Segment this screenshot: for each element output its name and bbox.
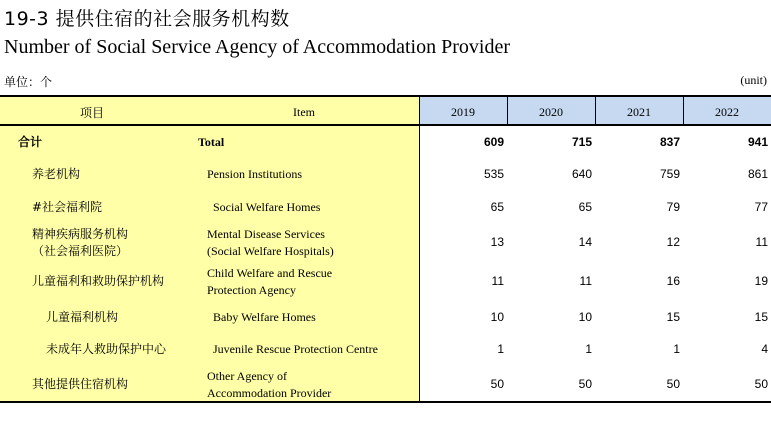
row-label-cn: 儿童福利和救助保护机构 <box>32 274 165 288</box>
cell-value: 1 <box>673 342 680 356</box>
cell-value: 65 <box>578 200 592 214</box>
cell-value: 11 <box>579 274 592 288</box>
cell-value: 79 <box>666 200 680 214</box>
cell-value: 837 <box>659 135 680 149</box>
unit-label-en: (unit) <box>740 73 767 87</box>
row-label-en: Child Welfare and Rescue <box>207 266 333 280</box>
cell-value: 535 <box>483 167 504 181</box>
row-label-cn: （社会福利医院） <box>32 244 129 258</box>
header-item-en: Item <box>293 105 315 119</box>
page-title-cn: 19-3 提供住宿的社会服务机构数 <box>4 8 290 30</box>
unit-label-cn: 单位：个 <box>4 75 53 89</box>
cell-value: 11 <box>755 235 768 249</box>
row-label-cn: 儿童福利机构 <box>46 310 119 324</box>
header-year: 2022 <box>715 105 739 119</box>
row-label-en: Pension Institutions <box>207 167 303 181</box>
cell-value: 19 <box>754 274 768 288</box>
row-label-en: Social Welfare Homes <box>213 200 321 214</box>
column-divider <box>419 126 420 401</box>
row-label-cn: 合计 <box>18 135 43 149</box>
row-label-en: Protection Agency <box>207 283 296 297</box>
row-label-en: Other Agency of <box>207 369 287 383</box>
header-item-cn: 项目 <box>80 106 105 120</box>
header-year: 2020 <box>539 105 563 119</box>
row-label-cn: #社会福利院 <box>32 200 103 214</box>
header-divider <box>595 97 596 126</box>
cell-value: 65 <box>490 200 504 214</box>
row-label-en: (Social Welfare Hospitals) <box>207 244 334 258</box>
row-label-en: Juvenile Rescue Protection Centre <box>213 342 378 356</box>
cell-value: 1 <box>497 342 504 356</box>
cell-value: 50 <box>666 377 680 391</box>
cell-value: 14 <box>578 235 592 249</box>
cell-value: 15 <box>754 310 768 324</box>
header-divider <box>507 97 508 126</box>
row-label-en: Baby Welfare Homes <box>213 310 316 324</box>
cell-value: 12 <box>666 235 680 249</box>
header-divider <box>419 97 420 126</box>
cell-value: 4 <box>761 342 768 356</box>
cell-value: 609 <box>483 135 504 149</box>
cell-value: 11 <box>491 274 504 288</box>
cell-value: 941 <box>747 135 768 149</box>
header-divider <box>683 97 684 126</box>
row-label-en: Accommodation Provider <box>207 386 332 400</box>
row-label-cn: 其他提供住宿机构 <box>32 377 129 391</box>
cell-value: 16 <box>666 274 680 288</box>
cell-value: 715 <box>571 135 592 149</box>
cell-value: 759 <box>659 167 680 181</box>
cell-value: 13 <box>490 235 504 249</box>
cell-value: 1 <box>585 342 592 356</box>
page-title-en: Number of Social Service Agency of Accommodation Provider <box>4 36 510 58</box>
header-year: 2021 <box>627 105 651 119</box>
table-header <box>0 95 771 126</box>
row-label-en: Total <box>198 135 225 149</box>
row-label-cn: 精神疾病服务机构 <box>32 227 129 241</box>
cell-value: 861 <box>747 167 768 181</box>
cell-value: 15 <box>666 310 680 324</box>
row-label-en: Mental Disease Services <box>207 227 325 241</box>
table-bottom-rule <box>0 401 771 403</box>
cell-value: 50 <box>490 377 504 391</box>
cell-value: 10 <box>490 310 504 324</box>
cell-value: 640 <box>571 167 592 181</box>
cell-value: 77 <box>754 200 768 214</box>
cell-value: 10 <box>578 310 592 324</box>
header-year: 2019 <box>451 105 475 119</box>
row-label-cn: 养老机构 <box>32 167 81 181</box>
cell-value: 50 <box>754 377 768 391</box>
row-label-cn: 未成年人救助保护中心 <box>46 342 167 356</box>
cell-value: 50 <box>578 377 592 391</box>
